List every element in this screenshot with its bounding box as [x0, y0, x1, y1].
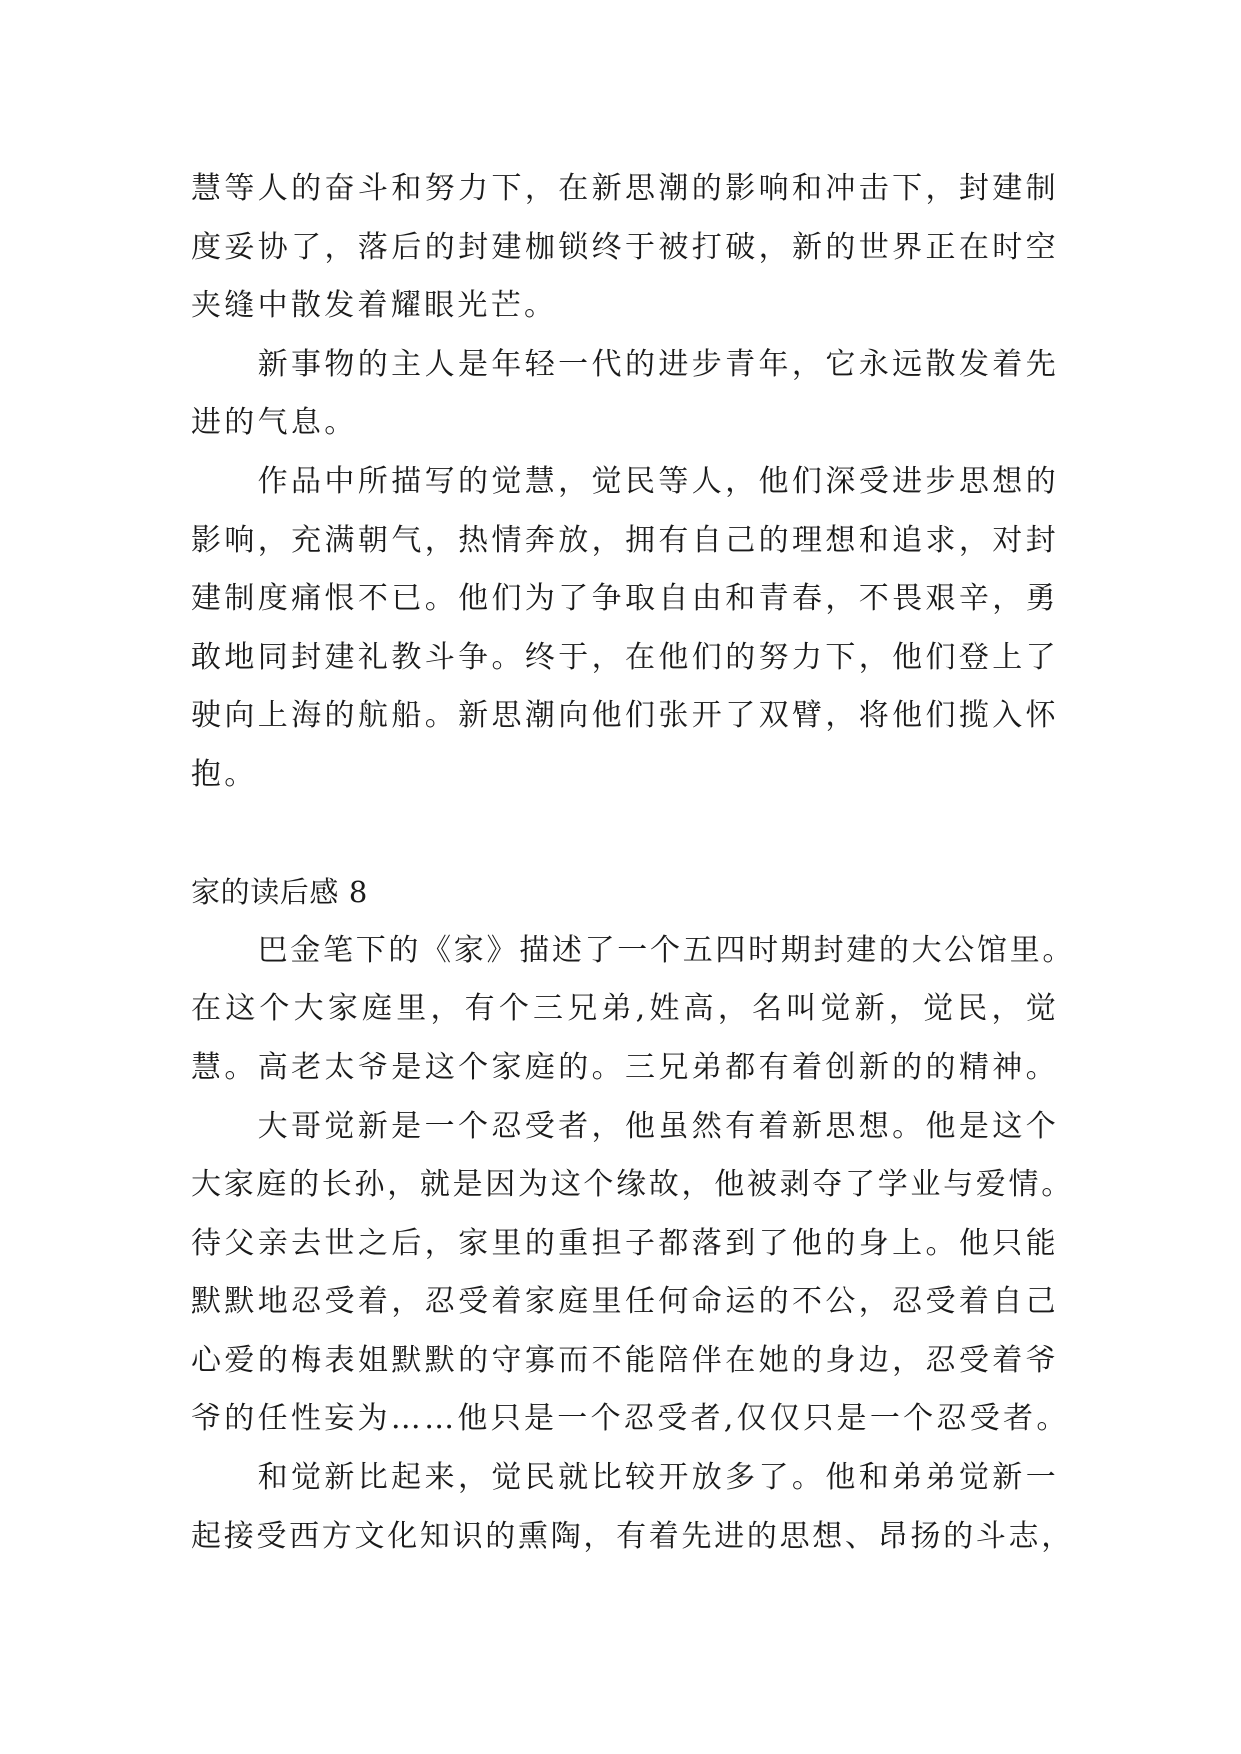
body-text-line: 起接受西方文化知识的熏陶，有着先进的思想、昂扬的斗志， [191, 1518, 1074, 1554]
paragraph [191, 336, 1059, 453]
body-text-line: 驶向上海的航船。新思潮向他们张开了双臂，将他们揽入怀 [191, 698, 1059, 734]
body-text-line: 进的气息。 [191, 405, 358, 441]
body-text-line: 和觉新比起来，觉民就比较开放多了。他和弟弟觉新一 [257, 1460, 1059, 1496]
body-text-line: 夹缝中散发着耀眼光芒。 [191, 288, 558, 324]
body-text-line: 大哥觉新是一个忍受者，他虽然有着新思想。他是这个 [257, 1108, 1059, 1144]
body-text-line: 在这个大家庭里，有个三兄弟,姓高，名叫觉新，觉民，觉 [191, 991, 1059, 1027]
body-text-line: 新事物的主人是年轻一代的进步青年，它永远散发着先 [257, 346, 1059, 382]
paragraph [191, 453, 1059, 805]
body-text-line: 抱。 [191, 756, 258, 792]
body-text-line: 敢地同封建礼教斗争。终于，在他们的努力下，他们登上了 [191, 639, 1059, 675]
body-text-line: 默默地忍受着，忍受着家庭里任何命运的不公，忍受着自己 [191, 1284, 1059, 1320]
body-text-line: 慧。高老太爷是这个家庭的。三兄弟都有着创新的的精神。 [191, 1049, 1059, 1085]
body-text-line: 度妥协了，落后的封建枷锁终于被打破，新的世界正在时空 [191, 229, 1059, 265]
body-text-line: 爷的任性妄为……他只是一个忍受者,仅仅只是一个忍受者。 [191, 1401, 1070, 1437]
body-text-line: 待父亲去世之后，家里的重担子都落到了他的身上。他只能 [191, 1225, 1059, 1261]
paragraph [191, 922, 1076, 1098]
document-page [191, 160, 1076, 1566]
paragraph [191, 1098, 1074, 1450]
body-text-line: 大家庭的长孙，就是因为这个缘故，他被剥夺了学业与爱情。 [191, 1167, 1074, 1203]
body-text-line: 心爱的梅表姐默默的守寡而不能陪伴在她的身边，忍受着爷 [191, 1342, 1059, 1378]
body-text-line: 作品中所描写的觉慧，觉民等人，他们深受进步思想的 [257, 463, 1059, 499]
body-text-line: 影响，充满朝气，热情奔放，拥有自己的理想和追求，对封 [191, 522, 1059, 558]
body-text-line: 建制度痛恨不已。他们为了争取自由和青春，不畏艰辛，勇 [191, 581, 1059, 617]
body-text-line: 慧等人的奋斗和努力下，在新思潮的影响和冲击下，封建制 [191, 171, 1059, 206]
paragraph [191, 1449, 1074, 1566]
body-text-line: 巴金笔下的《家》描述了一个五四时期封建的大公馆里。 [257, 932, 1076, 968]
paragraph [191, 160, 1059, 336]
section-heading: 家的读后感 8 [191, 875, 368, 910]
